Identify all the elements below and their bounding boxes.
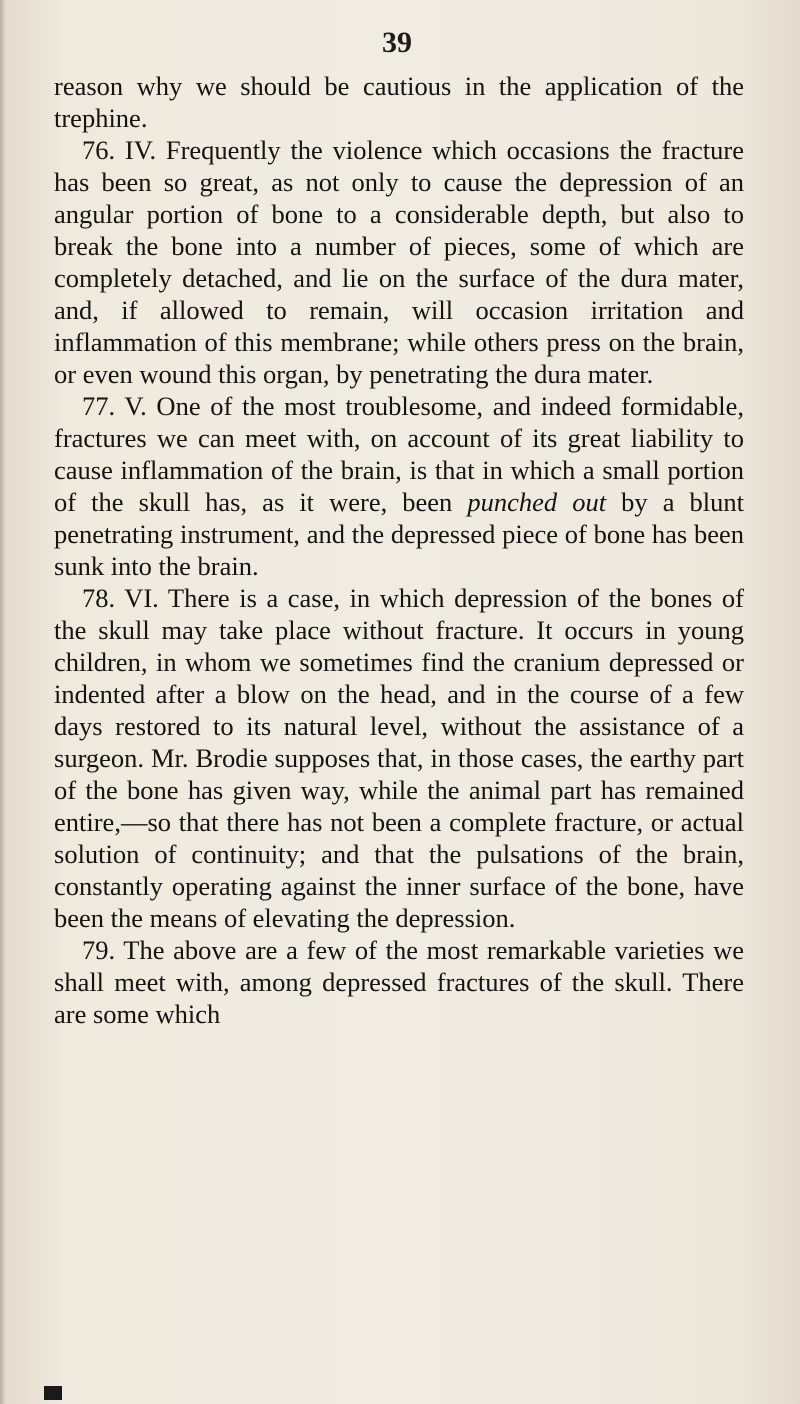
- scan-edge-mark: [44, 1386, 62, 1400]
- paragraph-76: 76. IV. Frequently the violence which occasions the fracture has been so great, as not only to cause the depression of an angular portion of bone to a considerable depth, but also to break the bone into a number of pieces, some of which are completely detached, and lie on the surface of the dura mater, and, if allowed to remain, will occasion irritation and inflammation of this membrane; while others press on the brain, or even wound this organ, by penetrating the dura mater.: [54, 135, 744, 389]
- page-number: 39: [382, 26, 412, 59]
- paragraph-77-part-1: 77. V. One of the most troublesome, and indeed formidable, fractures we can meet with, on account of its great liability to cause inflammation of the brain, is that in which a small portion of the skull has, as it were, been: [54, 391, 744, 517]
- paragraph-77-emphasis: punched out: [467, 487, 607, 517]
- paragraph-77-part-2: by a blunt penetrating instrument, and the depressed piece of bone has been sunk into the brain.: [54, 487, 744, 581]
- paragraph-continuation: reason why we should be cautious in the application of the trephine.: [54, 71, 744, 133]
- paragraph-79: 79. The above are a few of the most remarkable varieties we shall meet with, among depressed fractures of the skull. There are some which: [54, 935, 744, 1029]
- paragraph-78: 78. VI. There is a case, in which depression of the bones of the skull may take place without fracture. It occurs in young children, in whom we sometimes find the cranium depressed or indented after a blow on the head, and in the course of a few days restored to its natural level, without the assistance of a surgeon. Mr. Brodie supposes that, in those cases, the earthy part of the bone has given way, while the animal part has remained entire,—so that there has not been a complete fracture, or actual solution of continuity; and that the pulsations of the brain, constantly operating against the inner surface of the bone, have been the means of elevating the depression.: [54, 583, 744, 933]
- body-text: [54, 70, 744, 1030]
- page-gutter-shadow: [0, 0, 6, 1404]
- paragraph-77: [54, 390, 744, 582]
